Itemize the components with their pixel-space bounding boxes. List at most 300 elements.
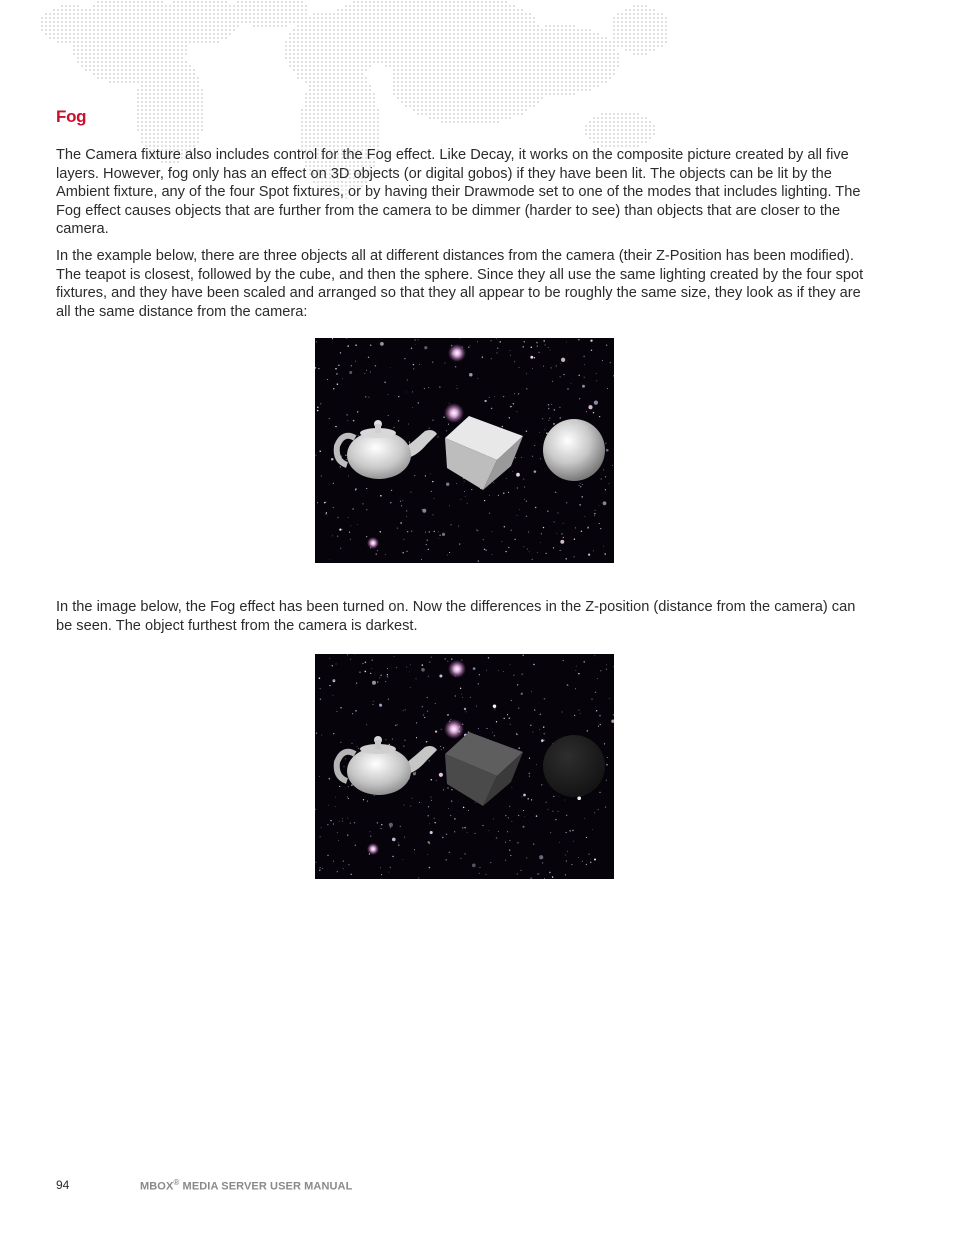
star bbox=[523, 794, 526, 797]
map-dot bbox=[169, 121, 171, 123]
map-dot bbox=[465, 97, 467, 99]
map-dot bbox=[477, 81, 479, 83]
map-dot bbox=[589, 133, 591, 135]
map-dot bbox=[349, 141, 351, 143]
map-dot bbox=[409, 93, 411, 95]
star bbox=[492, 732, 493, 733]
map-dot bbox=[537, 41, 539, 43]
map-dot bbox=[289, 1, 291, 3]
map-dot bbox=[589, 29, 591, 31]
map-dot bbox=[445, 45, 447, 47]
map-dot bbox=[53, 25, 55, 27]
map-dot bbox=[521, 25, 523, 27]
map-dot bbox=[325, 133, 327, 135]
map-dot bbox=[633, 121, 635, 123]
map-dot bbox=[337, 69, 339, 71]
map-dot bbox=[341, 61, 343, 63]
map-dot bbox=[325, 121, 327, 123]
map-dot bbox=[137, 33, 139, 35]
map-dot bbox=[501, 77, 503, 79]
map-dot bbox=[241, 5, 243, 7]
map-dot bbox=[173, 93, 175, 95]
map-dot bbox=[433, 97, 435, 99]
star bbox=[396, 667, 397, 668]
star bbox=[467, 503, 468, 504]
map-dot bbox=[645, 117, 647, 119]
map-dot bbox=[469, 105, 471, 107]
star bbox=[576, 666, 577, 667]
map-dot bbox=[553, 29, 555, 31]
star bbox=[539, 855, 543, 859]
map-dot bbox=[505, 61, 507, 63]
map-dot bbox=[545, 29, 547, 31]
map-dot bbox=[513, 89, 515, 91]
map-dot bbox=[117, 25, 119, 27]
map-dot bbox=[113, 57, 115, 59]
map-dot bbox=[517, 93, 519, 95]
map-dot bbox=[529, 93, 531, 95]
map-dot bbox=[185, 65, 187, 67]
map-dot bbox=[413, 109, 415, 111]
map-dot bbox=[405, 81, 407, 83]
map-dot bbox=[465, 121, 467, 123]
map-dot bbox=[233, 5, 235, 7]
map-dot bbox=[601, 41, 603, 43]
star bbox=[423, 714, 424, 715]
star bbox=[594, 858, 596, 860]
map-dot bbox=[357, 13, 359, 15]
map-dot bbox=[461, 73, 463, 75]
map-dot bbox=[285, 17, 287, 19]
map-dot bbox=[161, 33, 163, 35]
map-dot bbox=[521, 49, 523, 51]
map-dot bbox=[97, 73, 99, 75]
map-dot bbox=[325, 41, 327, 43]
map-dot bbox=[489, 41, 491, 43]
map-dot bbox=[513, 85, 515, 87]
map-dot bbox=[401, 1, 403, 3]
map-dot bbox=[165, 61, 167, 63]
map-dot bbox=[313, 41, 315, 43]
map-dot bbox=[349, 121, 351, 123]
map-dot bbox=[193, 13, 195, 15]
star bbox=[366, 536, 367, 537]
star bbox=[347, 834, 348, 835]
map-dot bbox=[353, 69, 355, 71]
map-dot bbox=[165, 25, 167, 27]
map-dot bbox=[349, 57, 351, 59]
map-dot bbox=[113, 61, 115, 63]
map-dot bbox=[157, 125, 159, 127]
map-dot bbox=[141, 45, 143, 47]
star bbox=[516, 473, 520, 477]
map-dot bbox=[425, 37, 427, 39]
map-dot bbox=[309, 141, 311, 143]
map-dot bbox=[425, 45, 427, 47]
map-dot bbox=[217, 21, 219, 23]
map-dot bbox=[401, 65, 403, 67]
map-dot bbox=[641, 137, 643, 139]
map-dot bbox=[325, 101, 327, 103]
map-dot bbox=[285, 9, 287, 11]
map-dot bbox=[253, 1, 255, 3]
star bbox=[342, 818, 343, 819]
star bbox=[389, 744, 390, 745]
star bbox=[511, 530, 512, 531]
map-dot bbox=[177, 105, 179, 107]
star bbox=[342, 529, 343, 530]
map-dot bbox=[349, 41, 351, 43]
map-dot bbox=[613, 117, 615, 119]
map-dot bbox=[477, 21, 479, 23]
map-dot bbox=[293, 53, 295, 55]
map-dot bbox=[593, 125, 595, 127]
map-dot bbox=[469, 21, 471, 23]
map-dot bbox=[397, 29, 399, 31]
map-dot bbox=[129, 69, 131, 71]
map-dot bbox=[325, 69, 327, 71]
map-dot bbox=[525, 57, 527, 59]
map-dot bbox=[641, 41, 643, 43]
map-dot bbox=[401, 33, 403, 35]
map-dot bbox=[333, 81, 335, 83]
map-dot bbox=[441, 121, 443, 123]
map-dot bbox=[461, 17, 463, 19]
star bbox=[319, 776, 320, 777]
map-dot bbox=[113, 29, 115, 31]
map-dot bbox=[629, 117, 631, 119]
map-dot bbox=[333, 65, 335, 67]
map-dot bbox=[557, 65, 559, 67]
map-dot bbox=[553, 89, 555, 91]
map-dot bbox=[449, 109, 451, 111]
map-dot bbox=[225, 29, 227, 31]
map-dot bbox=[513, 77, 515, 79]
map-dot bbox=[485, 53, 487, 55]
star bbox=[376, 554, 377, 555]
map-dot bbox=[193, 5, 195, 7]
map-dot bbox=[349, 49, 351, 51]
map-dot bbox=[373, 41, 375, 43]
map-dot bbox=[129, 41, 131, 43]
map-dot bbox=[465, 9, 467, 11]
map-dot bbox=[505, 37, 507, 39]
map-dot bbox=[393, 93, 395, 95]
map-dot bbox=[645, 121, 647, 123]
star bbox=[593, 550, 594, 551]
map-dot bbox=[441, 41, 443, 43]
star bbox=[541, 784, 542, 785]
map-dot bbox=[369, 101, 371, 103]
map-dot bbox=[445, 41, 447, 43]
map-dot bbox=[361, 137, 363, 139]
map-dot bbox=[525, 101, 527, 103]
map-dot bbox=[489, 5, 491, 7]
map-dot bbox=[517, 105, 519, 107]
map-dot bbox=[61, 13, 63, 15]
map-dot bbox=[461, 9, 463, 11]
map-dot bbox=[549, 57, 551, 59]
star bbox=[523, 479, 524, 480]
map-dot bbox=[321, 109, 323, 111]
map-dot bbox=[553, 45, 555, 47]
star bbox=[406, 551, 407, 552]
star bbox=[484, 500, 485, 501]
map-dot bbox=[409, 41, 411, 43]
map-dot bbox=[493, 17, 495, 19]
map-dot bbox=[469, 45, 471, 47]
map-dot bbox=[361, 133, 363, 135]
map-dot bbox=[313, 77, 315, 79]
map-dot bbox=[309, 49, 311, 51]
map-dot bbox=[381, 33, 383, 35]
map-dot bbox=[477, 85, 479, 87]
map-dot bbox=[521, 81, 523, 83]
map-dot bbox=[369, 109, 371, 111]
star bbox=[316, 732, 317, 733]
map-dot bbox=[449, 57, 451, 59]
star bbox=[337, 535, 338, 536]
map-dot bbox=[165, 85, 167, 87]
map-dot bbox=[377, 137, 379, 139]
map-dot bbox=[361, 125, 363, 127]
map-dot bbox=[153, 141, 155, 143]
map-dot bbox=[541, 33, 543, 35]
map-dot bbox=[125, 45, 127, 47]
map-dot bbox=[453, 97, 455, 99]
map-dot bbox=[493, 33, 495, 35]
map-dot bbox=[161, 137, 163, 139]
map-dot bbox=[229, 21, 231, 23]
star bbox=[431, 491, 432, 492]
star bbox=[336, 711, 337, 712]
map-dot bbox=[145, 53, 147, 55]
map-dot bbox=[417, 1, 419, 3]
map-dot bbox=[369, 9, 371, 11]
map-dot bbox=[393, 37, 395, 39]
map-dot bbox=[337, 117, 339, 119]
map-dot bbox=[121, 65, 123, 67]
map-dot bbox=[453, 49, 455, 51]
map-dot bbox=[489, 97, 491, 99]
star bbox=[377, 550, 378, 551]
map-dot bbox=[501, 5, 503, 7]
map-dot bbox=[377, 17, 379, 19]
map-dot bbox=[345, 37, 347, 39]
map-dot bbox=[105, 17, 107, 19]
star bbox=[563, 660, 564, 661]
map-dot bbox=[409, 57, 411, 59]
map-dot bbox=[613, 29, 615, 31]
map-dot bbox=[353, 21, 355, 23]
map-dot bbox=[501, 25, 503, 27]
map-dot bbox=[501, 105, 503, 107]
star bbox=[518, 708, 519, 709]
star bbox=[580, 713, 581, 714]
map-dot bbox=[341, 129, 343, 131]
map-dot bbox=[177, 17, 179, 19]
map-dot bbox=[201, 29, 203, 31]
map-dot bbox=[297, 17, 299, 19]
map-dot bbox=[405, 101, 407, 103]
map-dot bbox=[133, 53, 135, 55]
map-dot bbox=[501, 53, 503, 55]
star bbox=[586, 837, 587, 838]
star bbox=[610, 362, 611, 363]
map-dot bbox=[317, 129, 319, 131]
map-dot bbox=[209, 25, 211, 27]
map-dot bbox=[173, 113, 175, 115]
map-dot bbox=[405, 57, 407, 59]
map-dot bbox=[201, 121, 203, 123]
star bbox=[581, 496, 582, 497]
map-dot bbox=[597, 45, 599, 47]
star bbox=[380, 867, 381, 868]
map-dot bbox=[181, 65, 183, 67]
star bbox=[493, 819, 494, 820]
star bbox=[584, 364, 585, 365]
map-dot bbox=[329, 101, 331, 103]
map-dot bbox=[421, 109, 423, 111]
map-dot bbox=[457, 21, 459, 23]
map-dot bbox=[417, 93, 419, 95]
map-dot bbox=[309, 25, 311, 27]
map-dot bbox=[345, 133, 347, 135]
map-dot bbox=[181, 49, 183, 51]
map-dot bbox=[569, 73, 571, 75]
map-dot bbox=[225, 9, 227, 11]
map-dot bbox=[473, 33, 475, 35]
map-dot bbox=[189, 37, 191, 39]
map-dot bbox=[157, 73, 159, 75]
map-dot bbox=[325, 13, 327, 15]
map-dot bbox=[529, 77, 531, 79]
star bbox=[347, 796, 348, 797]
map-dot bbox=[353, 25, 355, 27]
star bbox=[385, 681, 386, 682]
star bbox=[578, 857, 579, 858]
map-dot bbox=[553, 69, 555, 71]
map-dot bbox=[69, 37, 71, 39]
star bbox=[353, 420, 355, 422]
map-dot bbox=[369, 129, 371, 131]
map-dot bbox=[137, 113, 139, 115]
map-dot bbox=[477, 57, 479, 59]
map-dot bbox=[193, 125, 195, 127]
map-dot bbox=[517, 69, 519, 71]
map-dot bbox=[521, 21, 523, 23]
map-dot bbox=[121, 17, 123, 19]
map-dot bbox=[513, 25, 515, 27]
star bbox=[521, 673, 523, 675]
figure-with-fog bbox=[315, 654, 614, 879]
map-dot bbox=[433, 45, 435, 47]
star bbox=[545, 553, 546, 554]
map-dot bbox=[225, 13, 227, 15]
map-dot bbox=[337, 101, 339, 103]
map-dot bbox=[137, 37, 139, 39]
map-dot bbox=[317, 85, 319, 87]
map-dot bbox=[121, 13, 123, 15]
map-dot bbox=[421, 69, 423, 71]
map-dot bbox=[97, 53, 99, 55]
map-dot bbox=[305, 29, 307, 31]
map-dot bbox=[409, 69, 411, 71]
map-dot bbox=[509, 29, 511, 31]
map-dot bbox=[413, 45, 415, 47]
star bbox=[577, 796, 581, 800]
map-dot bbox=[193, 17, 195, 19]
map-dot bbox=[481, 113, 483, 115]
map-dot bbox=[269, 1, 271, 3]
map-dot bbox=[437, 25, 439, 27]
map-dot bbox=[137, 81, 139, 83]
map-dot bbox=[349, 85, 351, 87]
map-dot bbox=[177, 25, 179, 27]
star bbox=[590, 340, 592, 342]
map-dot bbox=[333, 121, 335, 123]
map-dot bbox=[305, 141, 307, 143]
map-dot bbox=[445, 73, 447, 75]
map-dot bbox=[77, 45, 79, 47]
map-dot bbox=[481, 49, 483, 51]
map-dot bbox=[101, 41, 103, 43]
map-dot bbox=[301, 53, 303, 55]
map-dot bbox=[181, 57, 183, 59]
map-dot bbox=[585, 85, 587, 87]
star bbox=[544, 740, 545, 741]
map-dot bbox=[369, 45, 371, 47]
star bbox=[542, 418, 543, 419]
map-dot bbox=[525, 41, 527, 43]
map-dot bbox=[493, 49, 495, 51]
map-dot bbox=[477, 41, 479, 43]
map-dot bbox=[89, 17, 91, 19]
map-dot bbox=[557, 85, 559, 87]
map-dot bbox=[89, 57, 91, 59]
map-dot bbox=[445, 29, 447, 31]
map-dot bbox=[465, 25, 467, 27]
map-dot bbox=[449, 25, 451, 27]
map-dot bbox=[485, 69, 487, 71]
map-dot bbox=[189, 81, 191, 83]
map-dot bbox=[209, 1, 211, 3]
star bbox=[508, 492, 509, 493]
map-dot bbox=[201, 37, 203, 39]
star bbox=[397, 724, 398, 725]
map-dot bbox=[173, 89, 175, 91]
map-dot bbox=[341, 93, 343, 95]
star bbox=[327, 824, 328, 825]
star bbox=[588, 528, 589, 529]
map-dot bbox=[269, 17, 271, 19]
map-dot bbox=[369, 141, 371, 143]
map-dot bbox=[321, 21, 323, 23]
map-dot bbox=[445, 61, 447, 63]
map-dot bbox=[613, 53, 615, 55]
map-dot bbox=[213, 29, 215, 31]
map-dot bbox=[429, 73, 431, 75]
map-dot bbox=[49, 37, 51, 39]
map-dot bbox=[441, 29, 443, 31]
map-dot bbox=[385, 33, 387, 35]
map-dot bbox=[473, 53, 475, 55]
map-dot bbox=[413, 65, 415, 67]
map-dot bbox=[333, 113, 335, 115]
map-dot bbox=[177, 137, 179, 139]
map-dot bbox=[181, 81, 183, 83]
map-dot bbox=[353, 121, 355, 123]
